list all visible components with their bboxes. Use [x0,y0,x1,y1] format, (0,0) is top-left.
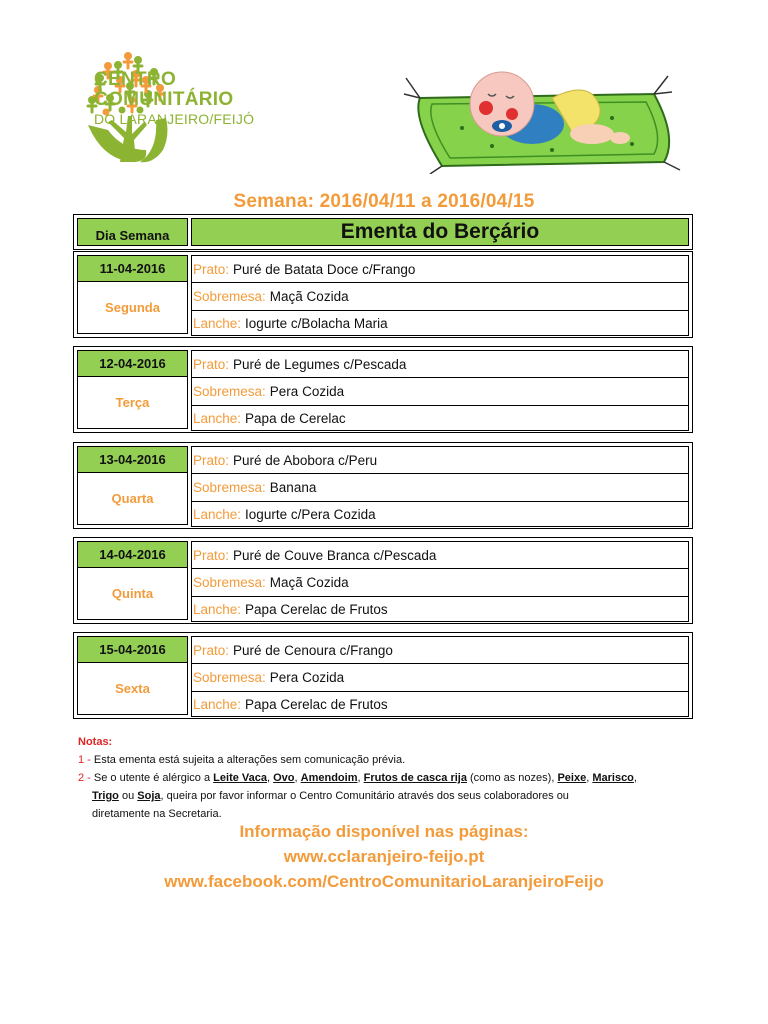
day-block-3 [73,442,693,529]
prato-value: Puré de Legumes c/Pescada [233,356,407,372]
lanche-label: Lanche: [193,601,242,617]
table-header [73,214,693,250]
note-1-text: Esta ementa está sujeita a alterações sem comunicação prévia. [93,754,406,766]
lanche-value: Papa Cerelac de Frutos [245,601,388,617]
sobremesa-value: Pera Cozida [269,384,345,399]
logo-line-3: DO LARANJEIRO/FEIJÓ [94,111,255,127]
sobremesa-label: Sobremesa: [193,480,266,495]
allergen-seafood: Marisco [592,772,634,784]
lanche-row [191,405,689,431]
sobremesa-value: Maçã Cozida [269,575,349,590]
header-menu-title: Ementa do Berçário [191,218,689,246]
prato-label: Prato: [193,356,230,372]
sobremesa-label: Sobremesa: [193,384,266,399]
facebook-link[interactable]: www.facebook.com/CentroComunitarioLaranjeiroFeijo [164,872,604,891]
note-2-end: diretamente na Secretaria. [92,808,222,820]
prato-value: Puré de Cenoura c/Frango [233,642,393,658]
lanche-value: Iogurte c/Pera Cozida [245,506,376,522]
day-date: 15-04-2016 [78,637,187,663]
day-cell [77,446,188,525]
note-2-continued [78,787,698,805]
prato-row [191,350,689,378]
prato-label: Prato: [193,547,230,563]
prato-row [191,541,689,569]
day-block-2 [73,346,693,433]
prato-row [191,636,689,664]
day-block-4 [73,537,693,624]
day-date: 11-04-2016 [78,256,187,282]
lanche-value: Iogurte c/Bolacha Maria [245,315,388,331]
lanche-row [191,691,689,717]
prato-row [191,255,689,283]
prato-value: Puré de Abobora c/Peru [233,452,378,468]
note-2-number: 2 - [78,772,91,784]
day-block-5 [73,632,693,719]
prato-label: Prato: [193,452,230,468]
lanche-row [191,310,689,336]
sobremesa-row [191,569,689,597]
note-1 [78,751,698,769]
day-name: Segunda [105,300,160,315]
allergen-nuts: Frutos de casca rija [363,772,467,784]
lanche-label: Lanche: [193,696,242,712]
notes-title: Notas: [78,736,113,748]
lanche-row [191,501,689,527]
lanche-row [191,596,689,622]
allergen-fish: Peixe [557,772,587,784]
allergen-soy: Soja [137,790,161,802]
prato-row [191,446,689,474]
logo-line-1: CENTRO [94,69,177,90]
sobremesa-label: Sobremesa: [193,670,266,685]
sobremesa-row [191,474,689,502]
website-link[interactable]: www.cclaranjeiro-feijo.pt [283,847,485,866]
day-name: Terça [115,395,150,410]
day-cell [77,636,188,715]
header-day-column: Dia Semana [77,218,188,246]
note-2: 2 - Se o utente é alérgico a Leite Vaca, Ovo, Amendoim, Frutos de casca rija (como as nozes), Peixe, Marisco, [78,772,637,784]
note-2-request: , queira por favor informar o Centro Comunitário através dos seus colaboradores ou [160,790,569,802]
allergen-egg: Ovo [273,772,295,784]
lanche-value: Papa de Cerelac [245,410,346,426]
sobremesa-value: Pera Cozida [269,670,345,685]
day-cell [77,255,188,334]
allergen-peanut: Amendoim [300,772,358,784]
notes-section [78,733,698,823]
day-name: Sexta [115,681,150,696]
lanche-value: Papa Cerelac de Frutos [245,696,388,712]
lanche-label: Lanche: [193,315,242,331]
menu-cells [191,350,689,429]
sobremesa-row [191,664,689,692]
prato-label: Prato: [193,261,230,277]
prato-label: Prato: [193,642,230,658]
prato-value: Puré de Batata Doce c/Frango [233,261,416,277]
day-date: 12-04-2016 [78,351,187,377]
week-title: Semana: 2016/04/11 a 2016/04/15 [233,191,535,212]
info-heading: Informação disponível nas páginas: [239,822,529,841]
day-block-1 [73,251,693,338]
prato-value: Puré de Couve Branca c/Pescada [233,547,437,563]
lanche-label: Lanche: [193,410,242,426]
day-cell [77,350,188,429]
sobremesa-label: Sobremesa: [193,289,266,304]
menu-cells [191,636,689,715]
day-name: Quarta [111,491,154,506]
day-name: Quinta [111,586,154,601]
day-date: 13-04-2016 [78,447,187,473]
note-1-number: 1 - [78,754,91,766]
sobremesa-value: Banana [269,480,317,495]
logo-text [94,70,254,128]
logo-line-2: COMUNITÁRIO [94,89,234,110]
allergen-milk: Leite Vaca [213,772,267,784]
day-date: 14-04-2016 [78,542,187,568]
note-2-or: ou [121,790,135,802]
note-2-nuts-example: (como as nozes), [470,772,555,784]
sobremesa-row [191,283,689,311]
sleeping-baby-icon [402,58,684,174]
sobremesa-label: Sobremesa: [193,575,266,590]
sobremesa-row [191,378,689,406]
day-cell [77,541,188,620]
sobremesa-value: Maçã Cozida [269,289,349,304]
menu-cells [191,541,689,620]
menu-cells [191,446,689,525]
allergen-wheat: Trigo [92,790,119,802]
lanche-label: Lanche: [193,506,242,522]
menu-cells [191,255,689,334]
note-2-intro: Se o utente é alérgico a [93,772,211,784]
